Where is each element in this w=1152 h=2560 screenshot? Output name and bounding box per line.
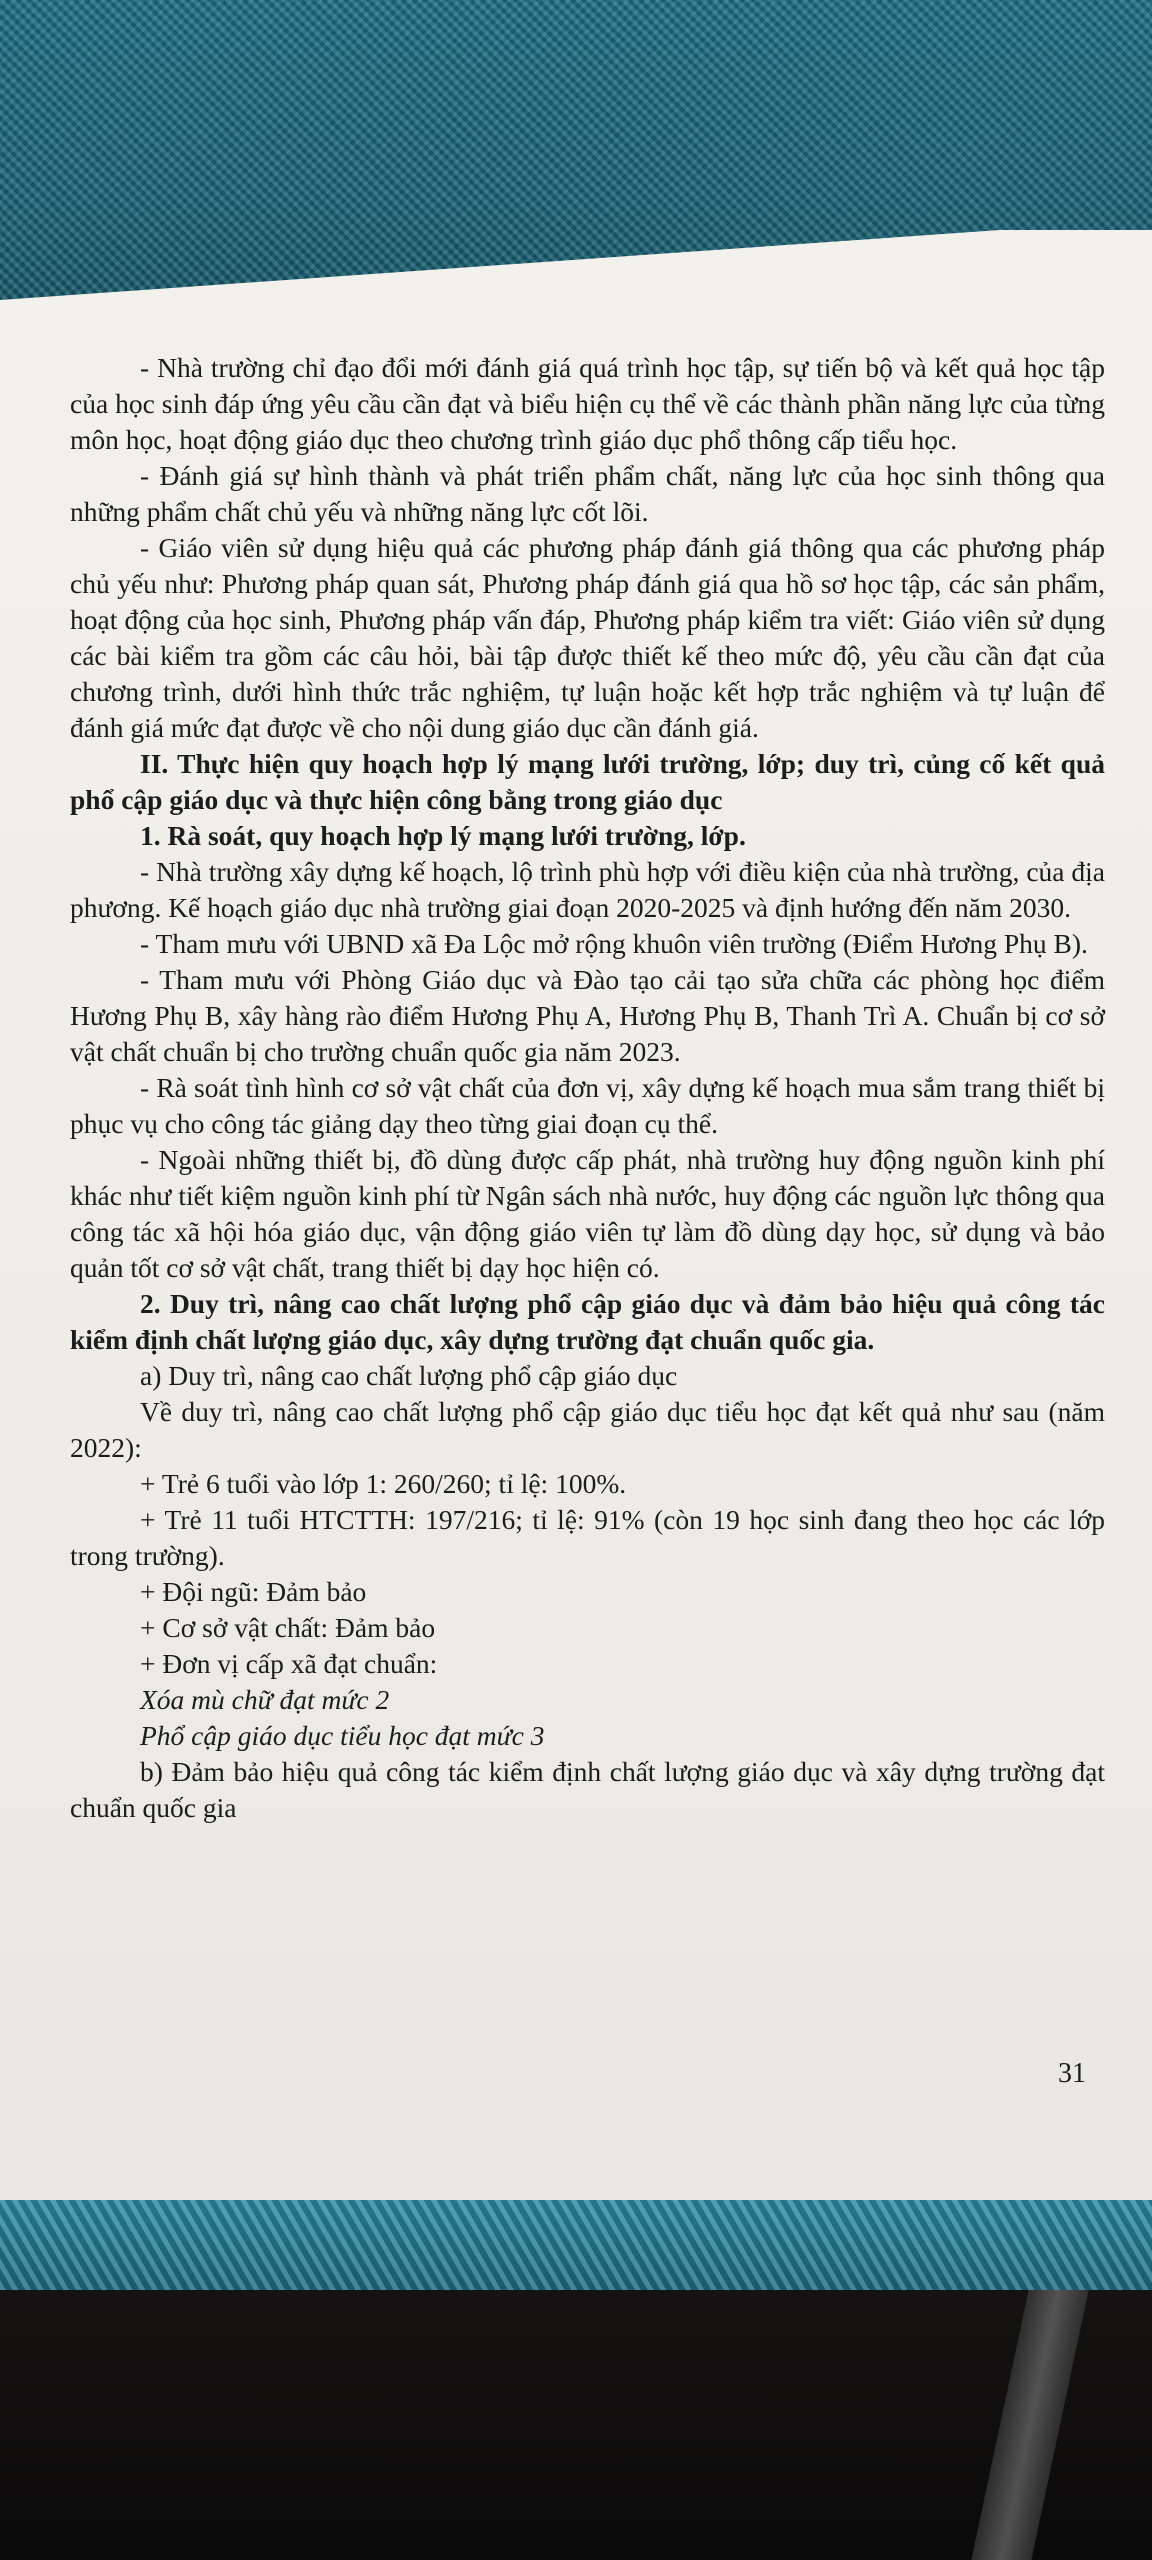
list-item: + Đơn vị cấp xã đạt chuẩn: [140, 1648, 438, 1679]
italic-item: Xóa mù chữ đạt mức 2 [140, 1684, 390, 1715]
paragraph: - Tham mưu với UBND xã Đa Lộc mở rộng khuôn viên trường (Điểm Hương Phụ B). [140, 928, 1088, 959]
list-item: + Đội ngũ: Đảm bảo [140, 1576, 367, 1607]
subsection-heading: 2. Duy trì, nâng cao chất lượng phổ cập giáo dục và đảm bảo hiệu quả công tác kiểm định chất lượng giáo dục, xây dựng trường đạt chuẩn quốc gia. [70, 1288, 1105, 1355]
list-item: + Cơ sở vật chất: Đảm bảo [140, 1612, 436, 1643]
page-text [70, 350, 1105, 1826]
fabric-background-bottom [0, 2200, 1152, 2290]
list-item: + Trẻ 11 tuổi HTCTTH: 197/216; tỉ lệ: 91% (còn 19 học sinh đang theo học các lớp trong trường). [70, 1504, 1105, 1571]
paragraph: Về duy trì, nâng cao chất lượng phổ cập giáo dục tiểu học đạt kết quả như sau (năm 2022): [70, 1396, 1105, 1463]
section-heading: II. Thực hiện quy hoạch hợp lý mạng lưới trường, lớp; duy trì, củng cố kết quả phổ cập giáo dục và thực hiện công bằng trong giáo dục [70, 748, 1105, 815]
paragraph: - Ngoài những thiết bị, đồ dùng được cấp phát, nhà trường huy động nguồn kinh phí khác như tiết kiệm nguồn kinh phí từ Ngân sách nhà nước, huy động các nguồn lực thông qua công tác xã hội hóa giáo dục, vận động giáo viên tự làm đồ dùng dạy học, sử dụng và bảo quản tốt cơ sở vật chất, trang thiết bị dạy học hiện có. [70, 1144, 1105, 1283]
italic-item: Phổ cập giáo dục tiểu học đạt mức 3 [140, 1720, 545, 1751]
paragraph: b) Đảm bảo hiệu quả công tác kiểm định chất lượng giáo dục và xây dựng trường đạt chuẩn quốc gia [70, 1756, 1105, 1823]
list-item: + Trẻ 6 tuổi vào lớp 1: 260/260; tỉ lệ: 100%. [140, 1468, 627, 1499]
paragraph: - Nhà trường chỉ đạo đổi mới đánh giá quá trình học tập, sự tiến bộ và kết quả học tập của học sinh đáp ứng yêu cầu cần đạt và biểu hiện cụ thể về các thành phần năng lực của từng môn học, hoạt động giáo dục theo chương trình giáo dục phổ thông cấp tiểu học. [70, 352, 1105, 455]
paragraph: - Tham mưu với Phòng Giáo dục và Đào tạo cải tạo sửa chữa các phòng học điểm Hương Phụ B, xây hàng rào điểm Hương Phụ A, Hương Phụ B, Thanh Trì A. Chuẩn bị cơ sở vật chất chuẩn bị cho trường chuẩn quốc gia năm 2023. [70, 964, 1105, 1067]
paragraph: - Nhà trường xây dựng kế hoạch, lộ trình phù hợp với điều kiện của nhà trường, của địa phương. Kế hoạch giáo dục nhà trường giai đoạn 2020-2025 và định hướng đến năm 2030. [70, 856, 1105, 923]
paragraph: a) Duy trì, nâng cao chất lượng phổ cập giáo dục [140, 1360, 678, 1391]
subsection-heading: 1. Rà soát, quy hoạch hợp lý mạng lưới trường, lớp. [140, 820, 746, 851]
paragraph: - Rà soát tình hình cơ sở vật chất của đơn vị, xây dựng kế hoạch mua sắm trang thiết bị phục vụ cho công tác giảng dạy theo từng giai đoạn cụ thể. [70, 1072, 1105, 1139]
paragraph: - Đánh giá sự hình thành và phát triển phẩm chất, năng lực của học sinh thông qua những phẩm chất chủ yếu và những năng lực cốt lõi. [70, 460, 1105, 527]
page-number: 31 [1058, 2058, 1086, 2089]
paragraph: - Giáo viên sử dụng hiệu quả các phương pháp đánh giá thông qua các phương pháp chủ yếu như: Phương pháp quan sát, Phương pháp đánh giá qua hồ sơ học tập, các sản phẩm, hoạt động của học sinh, Phương pháp vấn đáp, Phương pháp kiểm tra viết: Giáo viên sử dụng các bài kiểm tra gồm các câu hỏi, bài tập được thiết kế theo mức độ, yêu cầu cần đạt của chương trình, dưới hình thức trắc nghiệm, tự luận hoặc kết hợp trắc nghiệm và tự luận để đánh giá mức đạt được về cho nội dung giáo dục cần đánh giá. [70, 532, 1105, 743]
